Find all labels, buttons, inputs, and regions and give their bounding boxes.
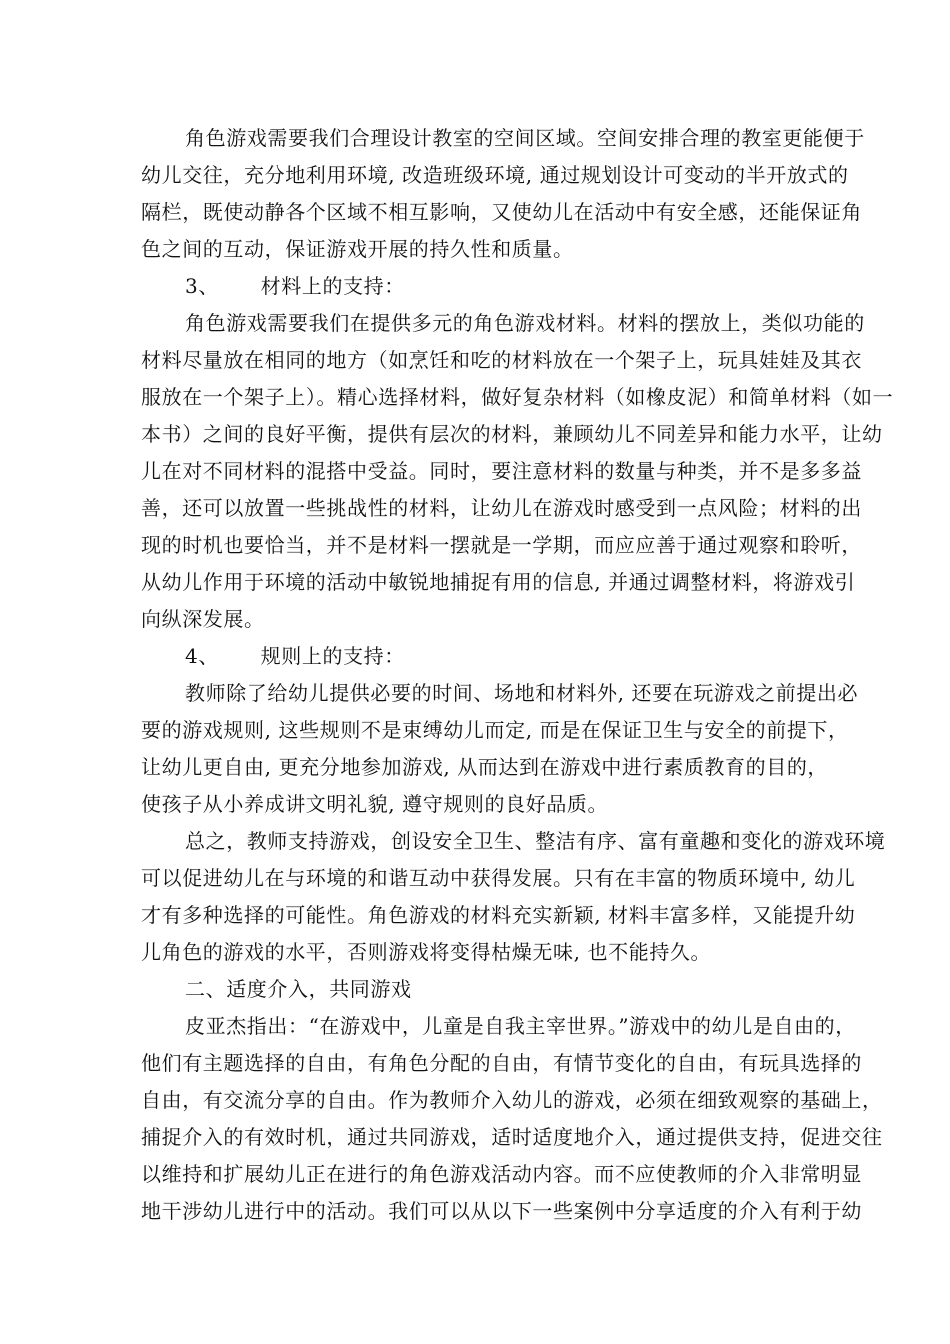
paragraph-line: 向纵深发展。: [141, 607, 265, 631]
paragraph-line: 儿在对不同材料的混搭中受益。同时，要注意材料的数量与种类，并不是多多益: [141, 459, 862, 483]
paragraph-line: 善，还可以放置一些挑战性的材料，让幼儿在游戏时感受到一点风险；材料的出: [141, 496, 862, 520]
paragraph-line: 地干涉幼儿进行中的活动。我们可以从以下一些案例中分享适度的介入有利于幼: [141, 1199, 862, 1223]
paragraph-line: 总之，教师支持游戏，创设安全卫生、整洁有序、富有童趣和变化的游戏环境: [185, 829, 886, 853]
paragraph-line: 服放在一个架子上）。精心选择材料，做好复杂材料（如橡皮泥）和简单材料（如一: [141, 385, 894, 409]
paragraph-line: 从幼儿作用于环境的活动中敏锐地捕捉有用的信息, 并通过调整材料，将游戏引: [141, 570, 856, 594]
paragraph-line: 材料尽量放在相同的地方（如烹饪和吃的材料放在一个架子上，玩具娃娃及其衣: [141, 348, 862, 372]
paragraph-line: 才有多种选择的可能性。角色游戏的材料充实新颖, 材料丰富多样，又能提升幼: [141, 903, 856, 927]
paragraph-line: 教师除了给幼儿提供必要的时间、场地和材料外, 还要在玩游戏之前提出必: [185, 681, 859, 705]
paragraph-line: 隔栏，既使动静各个区域不相互影响，又使幼儿在活动中有安全感，还能保证角: [141, 200, 862, 224]
section-heading: 4、 规则上的支持：: [185, 644, 405, 668]
paragraph-line: 自由，有交流分享的自由。作为教师介入幼儿的游戏，必须在细致观察的基础上，: [141, 1088, 883, 1112]
paragraph-line: 要的游戏规则, 这些规则不是束缚幼儿而定, 而是在保证卫生与安全的前提下，: [141, 718, 849, 742]
paragraph-line: 幼儿交往，充分地利用环境, 改造班级环境, 通过规划设计可变动的半开放式的: [141, 163, 849, 187]
paragraph-line: 角色游戏需要我们在提供多元的角色游戏材料。材料的摆放上，类似功能的: [185, 311, 865, 335]
section-heading: 二、适度介入，共同游戏: [185, 977, 412, 1001]
paragraph-line: 角色游戏需要我们合理设计教室的空间区域。空间安排合理的教室更能便于: [185, 126, 865, 150]
paragraph-line: 以维持和扩展幼儿正在进行的角色游戏活动内容。而不应使教师的介入非常明显: [141, 1162, 862, 1186]
paragraph-line: 他们有主题选择的自由，有角色分配的自由，有情节变化的自由，有玩具选择的: [141, 1051, 862, 1075]
paragraph-line: 可以促进幼儿在与环境的和谐互动中获得发展。只有在丰富的物质环境中, 幼儿: [141, 866, 856, 890]
paragraph-line: 儿角色的游戏的水平，否则游戏将变得枯燥无味, 也不能持久。: [141, 940, 712, 964]
paragraph-line: 色之间的互动，保证游戏开展的持久性和质量。: [141, 237, 574, 261]
paragraph-line: 现的时机也要恰当，并不是材料一摆就是一学期，而应应善于通过观察和聆听，: [141, 533, 862, 557]
paragraph-line: 皮亚杰指出：“在游戏中，儿童是自我主宰世界。”游戏中的幼儿是自由的，: [185, 1014, 856, 1038]
paragraph-line: 本书）之间的良好平衡，提供有层次的材料，兼顾幼儿不同差异和能力水平，让幼: [141, 422, 883, 446]
section-heading: 3、 材料上的支持：: [185, 274, 405, 298]
paragraph-line: 使孩子从小养成讲文明礼貌, 遵守规则的良好品质。: [141, 792, 609, 816]
paragraph-line: 捕捉介入的有效时机，通过共同游戏，适时适度地介入，通过提供支持，促进交往: [141, 1125, 883, 1149]
paragraph-line: 让幼儿更自由, 更充分地参加游戏, 从而达到在游戏中进行素质教育的目的，: [141, 755, 829, 779]
